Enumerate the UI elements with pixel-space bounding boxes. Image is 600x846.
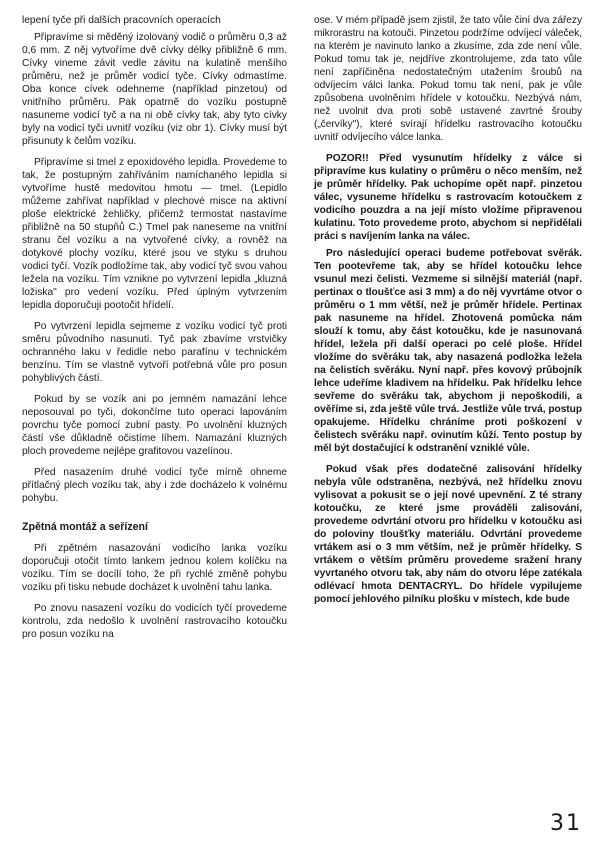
paragraph: Po znovu nasazení vozíku do vodicích tyčí provedeme kontrolu, zda nedošlo k uvolnění rastrovacího kotoučku pro posun vozíku na xyxy=(22,603,287,640)
left-column xyxy=(22,14,287,645)
paragraph: ose. V mém případě jsem zjistil, že tato vůle činí dva zářezy mikrorastru na kotouči. Pinzetou podržíme odvíjecí váleček, na kterém je navinuto lanko a zkusíme, zda zde není vůle. Pokud tomu tak je, nejdříve zkontrolujeme, zda tato vůle není zapříčiněna nedostatečným utažením šroubů na odvíjecím válci lanka. Pokud tomu tak není, pak je vůle způsobena uvolněním hřídele v kotoučku. Nezbývá nám, než uvolnit dva proti sobě ustavené zavrtné šrouby („červíky"), které svírají hřídelku rastrovacího kotoučku uvnitř odvíjecího válce lanka. xyxy=(314,15,582,143)
paragraph: lepení tyče při dalších pracovních operacích xyxy=(22,15,221,26)
paragraph: Po vytvrzení lepidla sejmeme z vozíku vodicí tyč proti směru původního nasunutí. Tyč pak zbavíme vrstvičky ochranného laku v ředidle nebo parafínu v technickém benzínu. Tím se vlastně vytvoří potřebná vůle pro posun pohyblivých částí. xyxy=(22,321,287,384)
paragraph: Pro následující operaci budeme potřebovat svěrák. Ten pootevřeme tak, aby se hřídel kotoučku lehce vsunul mezi čelisti. Vezmeme si silnější materiál (např. pertinax o tloušťce asi 3 mm) a do něj vyvrtáme otvor o průměru o 1 mm větší, než je průměr hřídele. Pertinax pak nasuneme na hřídel. Zhotovená pomůcka nám slouží k tomu, aby část kotoučku, kde je nasunovaná hřídel, ležela při další operaci po celé ploše. Hřídel vložíme do svěráku tak, aby nasazená podložka ležela na čelistích svěráku. Nyní např. přes kovový průbojník lehce udeříme kladivem na hřídelku. Pak hřídelku lehce sevřeme do svěráku tak, abychom ji nepoškodili, a ověříme si, zda ještě vůle trvá. Jestliže vůle trvá, postup opakujeme. Hřídelku chráníme proti poškození v čelistech svěráku např. ovinutím kůží. Tento postup by měl být dostačující k odstranění vzniklé vůle. xyxy=(314,248,582,454)
paragraph: Pokud však přes dodatečné zalisování hřídelky nebyla vůle odstraněna, nezbývá, než hřídelku znovu vylisovat a pokusit se o její nové upevnění. Z té strany kotoučku, ze které jsme prováděli zalisování, provedeme odvrtání otvoru pro hřídelku v kotoučku asi do poloviny tloušťky materiálu. Odvrtání provedeme vrtákem asi o 3 mm větším, než je průměr hřídelky. S vrtákem o větším průměru provedeme sražení hrany vyvrtaného otvoru tak, aby nám do otvoru lépe zatékala odlévací hmota DENTACRYL. Do hřídele vypilujeme pomocí jehlového pilníku plošku v místech, kde bude xyxy=(314,464,582,605)
paragraph: Před nasazením druhé vodicí tyče mírně ohneme přítlačný plech vozíku tak, aby i zde docházelo k volnému pohybu. xyxy=(22,467,287,504)
right-column xyxy=(314,14,582,645)
paragraph: POZOR!! Před vysunutím hřídelky z válce si připravíme kus kulatiny o průměru o něco menším, než je průměr hřídelky. Pak uchopíme opět např. pinzetou válec, vysuneme hřídelku s rastrovacím kotoučkem z vodicího pouzdra a na její místo vložíme připravenou kulatinu. Toto provedeme proto, abychom si nepřidělali práci s navíjením lanka na válec. xyxy=(314,153,582,242)
page-number: 31 xyxy=(550,811,582,836)
section-heading: Zpětná montáž a seřízení xyxy=(22,521,148,533)
paragraph: Připravíme si měděný izolovaný vodič o průměru 0,3 až 0,6 mm. Z něj vytvoříme dvě cívky délky přibližně 6 mm. Cívky vineme závit vedle závitu na kulatině menšího průměru, než je průměr vodicí tyče. Cívky odmastíme. Oba konce cívek odehneme (například pinzetou) od vnitřního průměru. Pak opatrně do vozíku postupně nasuneme vodicí tyč a na ni obě cívky tak, aby tyto cívky byly na vodicí tyči uvnitř vozíku (viz obr 1). Cívky musí být přisunuty k čelům vozíku. xyxy=(22,32,287,147)
paragraph: Při zpětném nasazování vodicího lanka vozíku doporučuji otočit tímto lankem jednou kolem kolíčku na vozíku. Tím se docílí toho, že při rychlé změně pohybu vozíku při tisku nebude docházet k uvolnění tahu lanka. xyxy=(22,543,287,593)
paragraph: Pokud by se vozík ani po jemném namazání lehce neposouval po tyči, dokončíme tuto operaci lapováním povrchu tyče pomocí zubní pasty. Po uvolnění kluzných částí vše důkladně očistíme líhem. Namazání kluzných ploch provedeme nejlépe grafitovou vazelínou. xyxy=(22,394,287,457)
paragraph: Připravíme si tmel z epoxidového lepidla. Provedeme to tak, že postupným zahříváním namíchaného lepidla si vytvoříme hustě medovitou hmotu — tmel. (Lepidlo můžeme zahřívat například v plechové misce na aktivní ploše elektrické žehličky, přičemž termostat nastavíme přibližně na 50 stupňů C.) Tmel pak naneseme na vnitřní stranu čel vozíku a na vytvořené cívky, a rovněž na dotykové plochy vozíku, které jsou ve styku s druhou vodicí tyčí. Vozík podložíme tak, aby vodicí tyč svou vahou ležela na vozíku. Tím vznikne po vytvrzení lepidla „kluzná ložiska" pro vedení vozíku. Před úplným vytvrzením lepidla doporučuji pootočit hřídelí. xyxy=(22,157,287,311)
two-column-layout xyxy=(22,14,582,645)
